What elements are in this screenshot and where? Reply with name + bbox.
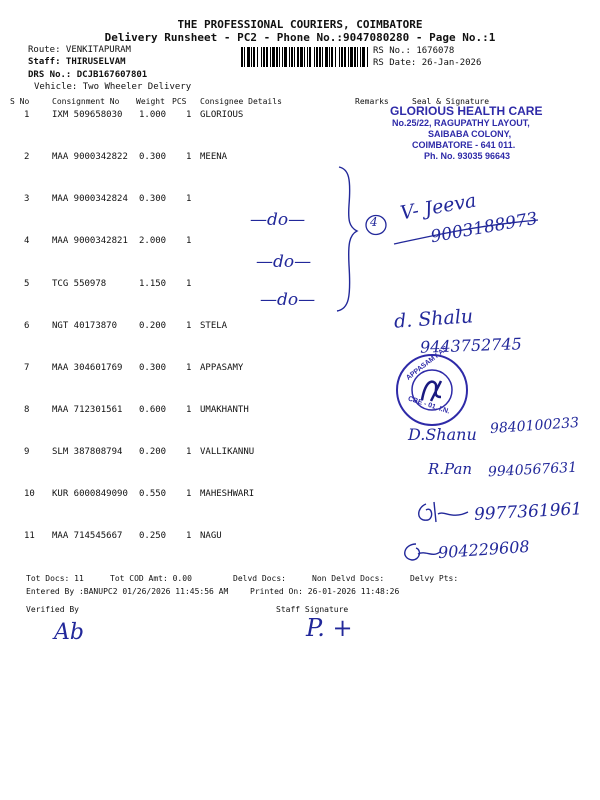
seal-line: Ph. No. 93035 96643 <box>424 151 511 161</box>
row6-signature: d. Shalu <box>393 305 474 333</box>
drs-number: DRS No.: DCJB167607801 <box>28 70 148 80</box>
row9-signature: R.Pan <box>428 460 473 478</box>
staff-signature: P. + <box>306 614 353 642</box>
seal-line: GLORIOUS HEALTH CARE <box>390 104 543 118</box>
row3-handwritten-phone: 9003188973 <box>429 208 540 248</box>
col-consignment: Consignment No <box>52 97 120 106</box>
row-consignment: MAA 9000342822 <box>52 152 128 162</box>
row11-handwritten-phone: 904229608 <box>437 536 531 563</box>
row-consignment: TCG 550978 <box>52 279 107 289</box>
row-pcs: 1 <box>186 531 192 541</box>
row-pcs: 1 <box>186 489 192 499</box>
row-consignment: KUR 6000849090 <box>52 489 128 499</box>
seal-line: COIMBATORE - 641 011. <box>412 140 516 150</box>
staff-label: Staff: THIRUSELVAM <box>28 57 126 67</box>
row-sno: 11 <box>24 531 35 541</box>
non-delivered-docs: Non Delvd Docs: <box>312 574 385 583</box>
row3-handwritten-note: V- Jeeva <box>398 189 478 225</box>
row-consignee: GLORIOUS <box>200 110 244 120</box>
brace-mark <box>335 165 365 315</box>
entered-by: Entered By :BANUPC2 01/26/2026 11:45:56 AM <box>26 587 229 596</box>
row-consignment: MAA 304601769 <box>52 363 123 373</box>
row-sno: 2 <box>24 152 30 162</box>
seal-line: SAIBABA COLONY, <box>428 129 512 139</box>
row-weight: 2.000 <box>139 236 167 246</box>
row-weight: 0.200 <box>139 321 167 331</box>
row-sno: 5 <box>24 279 30 289</box>
row-consignee: APPASAMY <box>200 363 244 373</box>
row-weight: 0.200 <box>139 447 167 457</box>
row-pcs: 1 <box>186 110 192 120</box>
row11-signature <box>398 540 443 566</box>
row-weight: 0.550 <box>139 489 167 499</box>
col-consignee: Consignee Details <box>200 97 282 106</box>
row-sno: 7 <box>24 363 30 373</box>
row-weight: 0.250 <box>139 531 167 541</box>
col-sno: S No <box>10 97 30 106</box>
seal-line: No.25/22, RAGUPATHY LAYOUT, <box>392 118 530 128</box>
row-sno: 10 <box>24 489 35 499</box>
company-title: THE PROFESSIONAL COURIERS, COIMBATORE <box>177 18 423 31</box>
row-weight: 1.000 <box>139 110 167 120</box>
row8-handwritten-phone: 9840100233 <box>489 414 580 438</box>
row-consignee: STELA <box>200 321 228 331</box>
row-pcs: 1 <box>186 194 192 204</box>
round-seal-text-bottom: CBE - 01, I.N. <box>406 395 451 416</box>
vehicle-label: Vehicle: Two Wheeler Delivery <box>34 82 192 92</box>
verified-by-label: Verified By <box>26 605 79 614</box>
row-consignee: VALLIKANNU <box>200 447 255 457</box>
route-label: Route: VENKITAPURAM <box>28 45 131 55</box>
col-pcs: PCS <box>172 97 187 106</box>
row-weight: 0.300 <box>139 152 167 162</box>
row10-handwritten-phone: 9977361961 <box>473 499 583 525</box>
row-consignment: IXM 509658030 <box>52 110 123 120</box>
rs-number: RS No.: 1676078 <box>373 46 455 56</box>
rs-date: RS Date: 26-Jan-2026 <box>373 58 482 68</box>
col-remarks: Remarks <box>355 97 389 106</box>
row-consignee: MEENA <box>200 152 228 162</box>
col-weight: Weight <box>136 97 165 106</box>
ditto-mark: —do— <box>256 252 312 272</box>
row-consignment: MAA 712301561 <box>52 405 123 415</box>
row-pcs: 1 <box>186 363 192 373</box>
delivery-points: Delvy Pts: <box>410 574 459 583</box>
row6-handwritten-phone: 9443752745 <box>419 334 523 357</box>
row9-handwritten-phone: 9940567631 <box>487 459 578 481</box>
delivered-docs: Delvd Docs: <box>233 574 286 583</box>
row-sno: 1 <box>24 110 30 120</box>
row8-signature: D.Shanu <box>408 425 477 444</box>
row-consignment: MAA 9000342821 <box>52 236 128 246</box>
row-consignment: NGT 40173870 <box>52 321 118 331</box>
row-weight: 0.300 <box>139 194 167 204</box>
row-pcs: 1 <box>186 321 192 331</box>
row-consignment: SLM 387808794 <box>52 447 123 457</box>
row-consignment: MAA 9000342824 <box>52 194 128 204</box>
ditto-mark: —do— <box>260 290 316 310</box>
row-sno: 3 <box>24 194 30 204</box>
row-weight: 1.150 <box>139 279 167 289</box>
row-consignee: MAHESHWARI <box>200 489 255 499</box>
printed-on: Printed On: 26-01-2026 11:48:26 <box>250 587 400 596</box>
barcode <box>241 47 369 67</box>
row-weight: 0.600 <box>139 405 167 415</box>
row-consignee: UMAKHANTH <box>200 405 249 415</box>
row-sno: 8 <box>24 405 30 415</box>
row-pcs: 1 <box>186 447 192 457</box>
ditto-mark: —do— <box>250 210 306 230</box>
staff-signature-label: Staff Signature <box>276 605 349 614</box>
row-pcs: 1 <box>186 236 192 246</box>
circle-4-label: 4 <box>370 215 378 229</box>
runsheet-subtitle: Delivery Runsheet - PC2 - Phone No.:9047080280 - Page No.:1 <box>104 31 496 44</box>
row-pcs: 1 <box>186 152 192 162</box>
verified-by-signature: Ab <box>54 620 84 645</box>
row-sno: 9 <box>24 447 30 457</box>
row-sno: 6 <box>24 321 30 331</box>
row-consignment: MAA 714545667 <box>52 531 123 541</box>
round-seal-text-top: APPASAMY AS <box>405 345 450 382</box>
row-pcs: 1 <box>186 405 192 415</box>
row-consignee: NAGU <box>200 531 222 541</box>
row-weight: 0.300 <box>139 363 167 373</box>
col-seal-signature: Seal & Signature <box>412 97 490 106</box>
row-sno: 4 <box>24 236 30 246</box>
total-docs: Tot Docs: 11 <box>26 574 84 583</box>
row-pcs: 1 <box>186 279 192 289</box>
total-cod-amount: Tot COD Amt: 0.00 <box>110 574 192 583</box>
row10-signature <box>412 498 472 528</box>
